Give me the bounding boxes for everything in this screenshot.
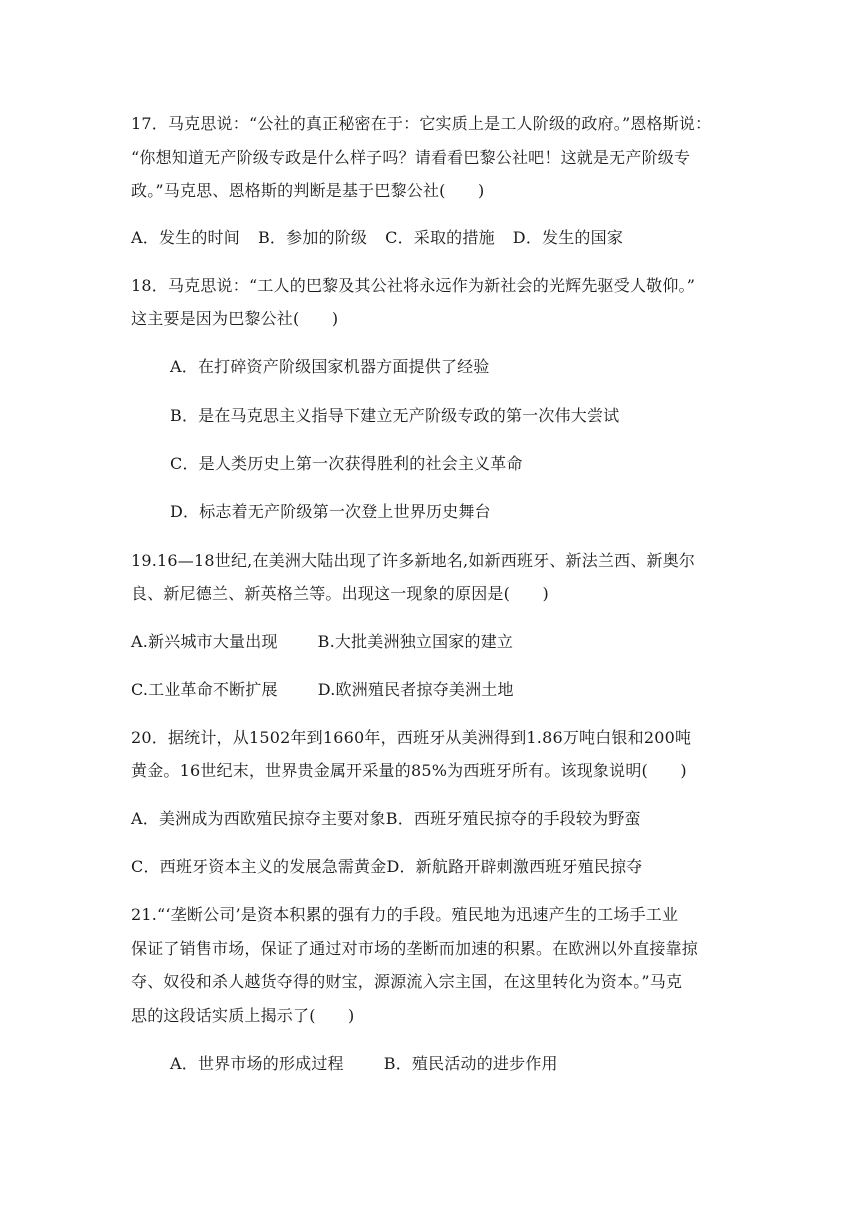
option-c: C．是人类历史上第一次获得胜利的社会主义革命 bbox=[170, 454, 523, 473]
option-d: D．发生的国家 bbox=[512, 228, 624, 247]
option-a: A．在打碎资产阶级国家机器方面提供了经验 bbox=[170, 357, 490, 376]
question-stem-line: 思的这段话实质上揭示了( ) bbox=[131, 1006, 355, 1025]
question-stem-line: 这主要是因为巴黎公社( ) bbox=[131, 309, 339, 328]
option-a: A.新兴城市大量出现 bbox=[131, 632, 278, 651]
question-options-row bbox=[131, 857, 642, 877]
question-stem-line: 20．据统计，从1502年到1660年，西班牙从美洲得到1.86万吨白银和200吨 bbox=[131, 728, 692, 747]
question-stem-line: 19.16—18世纪,在美洲大陆出现了许多新地名,如新西班牙、新法兰西、新奥尔 bbox=[131, 551, 696, 570]
option-a: A．美洲成为西欧殖民掠夺主要对象 bbox=[131, 809, 386, 828]
option-a: A．发生的时间 bbox=[131, 228, 240, 247]
question-stem-line: 政。”马克思、恩格斯的判断是基于巴黎公社( ) bbox=[131, 181, 485, 200]
question-stem-line: “你想知道无产阶级专政是什么样子吗？请看看巴黎公社吧！这就是无产阶级专 bbox=[131, 148, 691, 167]
option-c: C．采取的措施 bbox=[385, 228, 495, 247]
question-options-row bbox=[131, 632, 513, 652]
option-a: A．世界市场的形成过程 bbox=[170, 1054, 344, 1073]
option-d: D.欧洲殖民者掠夺美洲土地 bbox=[317, 680, 514, 699]
question-stem-line: 保证了销售市场，保证了通过对市场的垄断而加速的积累。在欧洲以外直接靠掠 bbox=[131, 939, 699, 958]
option-b: B．殖民活动的进步作用 bbox=[383, 1054, 558, 1073]
option-b: B．西班牙殖民掠夺的手段较为野蛮 bbox=[385, 809, 641, 828]
option-b: B．参加的阶级 bbox=[257, 228, 368, 247]
question-stem-line: 黄金。16世纪末，世界贵金属开采量的85%为西班牙所有。该现象说明( ) bbox=[131, 761, 687, 780]
question-options-row bbox=[170, 1054, 558, 1074]
option-d: D．标志着无产阶级第一次登上世界历史舞台 bbox=[170, 502, 491, 521]
option-b: B．是在马克思主义指导下建立无产阶级专政的第一次伟大尝试 bbox=[170, 406, 620, 425]
question-stem-line: 18．马克思说：“工人的巴黎及其公社将永远作为新社会的光辉先驱受人敬仰。” bbox=[131, 276, 696, 295]
option-b: B.大批美洲独立国家的建立 bbox=[317, 632, 514, 651]
question-stem-line: 21.“‘垄断公司’是资本积累的强有力的手段。殖民地为迅速产生的工场手工业 bbox=[131, 905, 679, 924]
question-options-row bbox=[131, 809, 641, 829]
option-d: D．新航路开辟刺激西班牙殖民掠夺 bbox=[386, 857, 643, 876]
option-c: C.工业革命不断扩展 bbox=[131, 680, 278, 699]
question-stem-line: 良、新尼德兰、新英格兰等。出现这一现象的原因是( ) bbox=[131, 584, 549, 603]
question-options-row bbox=[131, 228, 623, 248]
question-stem-line: 17．马克思说：“公社的真正秘密在于：它实质上是工人阶级的政府。”恩格斯说： bbox=[131, 114, 712, 133]
option-c: C．西班牙资本主义的发展急需黄金 bbox=[131, 857, 387, 876]
question-options-row bbox=[131, 680, 514, 700]
question-stem-line: 夺、奴役和杀人越货夺得的财宝，源源流入宗主国，在这里转化为资本。”马克 bbox=[131, 972, 683, 991]
